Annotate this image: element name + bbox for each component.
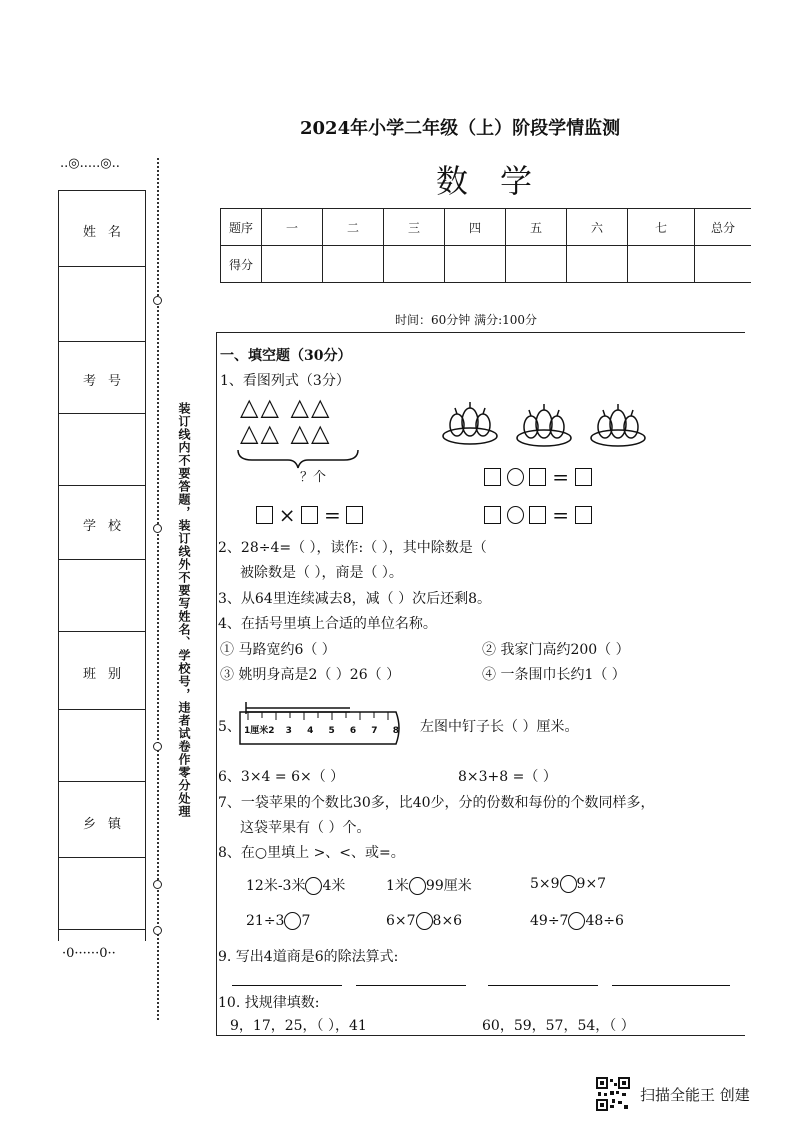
student-info-box bbox=[58, 190, 146, 941]
compare-left: 1米 bbox=[386, 878, 409, 894]
q4-item: ② 我家门高约200（ ） bbox=[482, 642, 630, 658]
brace-icon bbox=[236, 448, 360, 470]
compare-circle[interactable] bbox=[560, 875, 577, 893]
binding-note: 装订线内不要答题，装订线外不要写姓名、学校号，违者试卷作零分处理 bbox=[177, 402, 191, 818]
ruler-tick-label: 5 bbox=[328, 726, 335, 736]
answer-box[interactable] bbox=[301, 506, 318, 524]
score-table bbox=[220, 208, 751, 283]
q6-part2: 8×3+8 =（ ） bbox=[458, 769, 557, 785]
compare-left: 5×9 bbox=[530, 876, 560, 892]
score-column-header: 五 bbox=[506, 209, 567, 246]
score-cell[interactable] bbox=[445, 246, 506, 283]
score-table-value-row bbox=[221, 246, 752, 283]
score-row-label: 得分 bbox=[221, 246, 262, 283]
q4-text: 4、在括号里填上合适的单位名称。 bbox=[218, 616, 437, 632]
compare-item bbox=[386, 912, 462, 930]
binding-ring-icon bbox=[153, 926, 162, 935]
binding-ring-icon bbox=[153, 296, 162, 305]
answer-box[interactable] bbox=[346, 506, 363, 524]
scanner-watermark: 扫描全能王 创建 bbox=[640, 1086, 750, 1104]
name-label-cell bbox=[59, 191, 145, 267]
triangle-group-icon: △△ △△ bbox=[240, 393, 332, 421]
compare-left: 12米-3米 bbox=[246, 878, 306, 894]
answer-box[interactable] bbox=[529, 506, 546, 524]
exam-number-label-cell bbox=[59, 341, 145, 414]
compare-left: 21÷3 bbox=[246, 913, 285, 929]
score-cell[interactable] bbox=[695, 246, 752, 283]
answer-line[interactable] bbox=[488, 985, 598, 986]
qr-code-icon bbox=[596, 1077, 630, 1111]
answer-line[interactable] bbox=[232, 985, 342, 986]
answer-box[interactable] bbox=[575, 468, 592, 486]
binding-ring-icon bbox=[153, 880, 162, 889]
compare-item bbox=[246, 912, 310, 930]
compare-item bbox=[246, 875, 345, 895]
score-cell[interactable] bbox=[628, 246, 695, 283]
q10-sequence: 60，59，57，54，（ ） bbox=[482, 1018, 635, 1034]
compare-right: 9×7 bbox=[576, 876, 607, 892]
answer-box[interactable] bbox=[575, 506, 592, 524]
q8-text: 8、在○里填上 >、<、或=。 bbox=[218, 845, 405, 861]
compare-right: 4米 bbox=[322, 878, 346, 894]
q5-text: 左图中钉子长（ ）厘米。 bbox=[420, 719, 579, 735]
name-input-cell[interactable] bbox=[59, 266, 145, 342]
answer-box[interactable] bbox=[484, 468, 501, 486]
equation-row bbox=[484, 465, 592, 489]
q7-line1: 7、一袋苹果的个数比30多，比40少，分的份数和每份的个数同样多， bbox=[218, 795, 655, 811]
binding-ring-icon bbox=[153, 524, 162, 533]
compare-circle[interactable] bbox=[568, 912, 585, 930]
answer-box[interactable] bbox=[484, 506, 501, 524]
q5-number: 5、 bbox=[218, 719, 241, 735]
q4-item: ③ 姚明身高是2（ ）26（ ） bbox=[220, 667, 401, 683]
compare-right: 48÷6 bbox=[585, 913, 624, 929]
ruler-tick-label: 6 bbox=[349, 726, 357, 736]
compare-circle[interactable] bbox=[416, 912, 433, 930]
bottom-binding-marks: ·0······0·· bbox=[62, 946, 116, 961]
answer-line[interactable] bbox=[356, 985, 466, 986]
q4-item: ④ 一条围巾长约1（ ） bbox=[482, 667, 626, 683]
score-cell[interactable] bbox=[262, 246, 323, 283]
exam-number-input-cell[interactable] bbox=[59, 413, 145, 486]
town-label-cell bbox=[59, 781, 145, 858]
school-label: 学校 bbox=[82, 519, 133, 534]
q10-sequence: 9，17，25，（ ），41 bbox=[230, 1018, 367, 1034]
compare-right: 7 bbox=[301, 913, 311, 929]
time-info: 时间：60分钟 满分:100分 bbox=[395, 313, 538, 327]
compare-item bbox=[386, 875, 472, 895]
equation-row bbox=[484, 503, 592, 527]
q4-item: ① 马路宽约6（ ） bbox=[220, 642, 336, 658]
class-label: 班别 bbox=[82, 667, 133, 682]
equals-sign: = bbox=[323, 503, 341, 527]
class-label-cell bbox=[59, 631, 145, 710]
town-label: 乡镇 bbox=[82, 817, 133, 832]
binding-ring-icon bbox=[153, 742, 162, 751]
ruler-tick-label: 4 bbox=[307, 726, 314, 736]
q2-line1: 2、28÷4=（ ），读作:（ ），其中除数是（ bbox=[218, 540, 487, 556]
compare-item bbox=[530, 912, 624, 930]
score-cell[interactable] bbox=[567, 246, 628, 283]
answer-box[interactable] bbox=[529, 468, 546, 486]
top-binding-marks: ..◎.....◎.. bbox=[60, 156, 120, 171]
score-column-header: 三 bbox=[384, 209, 445, 246]
times-sign: × bbox=[278, 503, 296, 527]
compare-right: 8×6 bbox=[432, 913, 463, 929]
score-column-header: 七 bbox=[628, 209, 695, 246]
score-cell[interactable] bbox=[506, 246, 567, 283]
compare-item bbox=[530, 875, 606, 893]
q3-text: 3、从64里连续减去8，减（ ）次后还剩8。 bbox=[218, 591, 491, 607]
score-column-header: 四 bbox=[445, 209, 506, 246]
equals-sign: = bbox=[552, 465, 569, 489]
brace-label: ？个 bbox=[300, 470, 327, 485]
score-table-header-row bbox=[221, 209, 752, 246]
score-column-header: 一 bbox=[262, 209, 323, 246]
ruler-tick-label: 3 bbox=[285, 726, 292, 736]
compare-left: 6×7 bbox=[386, 913, 416, 929]
school-input-cell[interactable] bbox=[59, 559, 145, 632]
score-column-header: 二 bbox=[323, 209, 384, 246]
score-cell[interactable] bbox=[384, 246, 445, 283]
exam-title: 2024年小学二年级（上）阶段学情监测 bbox=[300, 118, 621, 139]
score-row-label: 题序 bbox=[221, 209, 262, 246]
school-label-cell bbox=[59, 485, 145, 560]
score-column-header: 六 bbox=[567, 209, 628, 246]
compare-circle[interactable] bbox=[305, 877, 322, 895]
q9-text: 9. 写出4道商是6的除法算式: bbox=[218, 949, 399, 965]
score-cell[interactable] bbox=[323, 246, 384, 283]
compare-right: 99厘米 bbox=[425, 878, 472, 894]
binding-line bbox=[157, 158, 159, 1020]
operator-circle[interactable] bbox=[507, 506, 524, 524]
answer-box[interactable] bbox=[256, 506, 273, 524]
equals-sign: = bbox=[552, 503, 569, 527]
ruler-tick-label: 1厘米2 bbox=[244, 726, 275, 736]
operator-circle[interactable] bbox=[507, 468, 524, 486]
q6-part1: 6、3×4 = 6×（ ） bbox=[218, 769, 345, 785]
section-heading: 一、填空题（30分） bbox=[220, 348, 352, 364]
pear-plates-icon bbox=[440, 400, 652, 450]
equation-row bbox=[256, 503, 363, 527]
ruler-ticks bbox=[244, 723, 399, 736]
compare-circle[interactable] bbox=[284, 912, 301, 930]
exam-number-label: 考号 bbox=[82, 374, 133, 389]
answer-line[interactable] bbox=[612, 985, 730, 986]
name-label: 姓名 bbox=[82, 225, 133, 240]
class-input-cell[interactable] bbox=[59, 709, 145, 782]
triangle-group-icon: △△ △△ bbox=[240, 419, 332, 447]
town-input-cell[interactable] bbox=[59, 857, 145, 930]
q1-text: 1、看图列式（3分） bbox=[220, 373, 350, 389]
q10-text: 10. 找规律填数: bbox=[218, 995, 320, 1011]
subject-title: 数学 bbox=[436, 162, 565, 200]
ruler-tick-label: 8 bbox=[392, 726, 399, 736]
score-column-header: 总分 bbox=[695, 209, 752, 246]
compare-circle[interactable] bbox=[409, 877, 426, 895]
q2-line2: 被除数是（ ），商是（ ）。 bbox=[240, 565, 403, 581]
compare-left: 49÷7 bbox=[530, 913, 569, 929]
q7-line2: 这袋苹果有（ ）个。 bbox=[240, 820, 371, 836]
ruler-tick-label: 7 bbox=[371, 726, 378, 736]
